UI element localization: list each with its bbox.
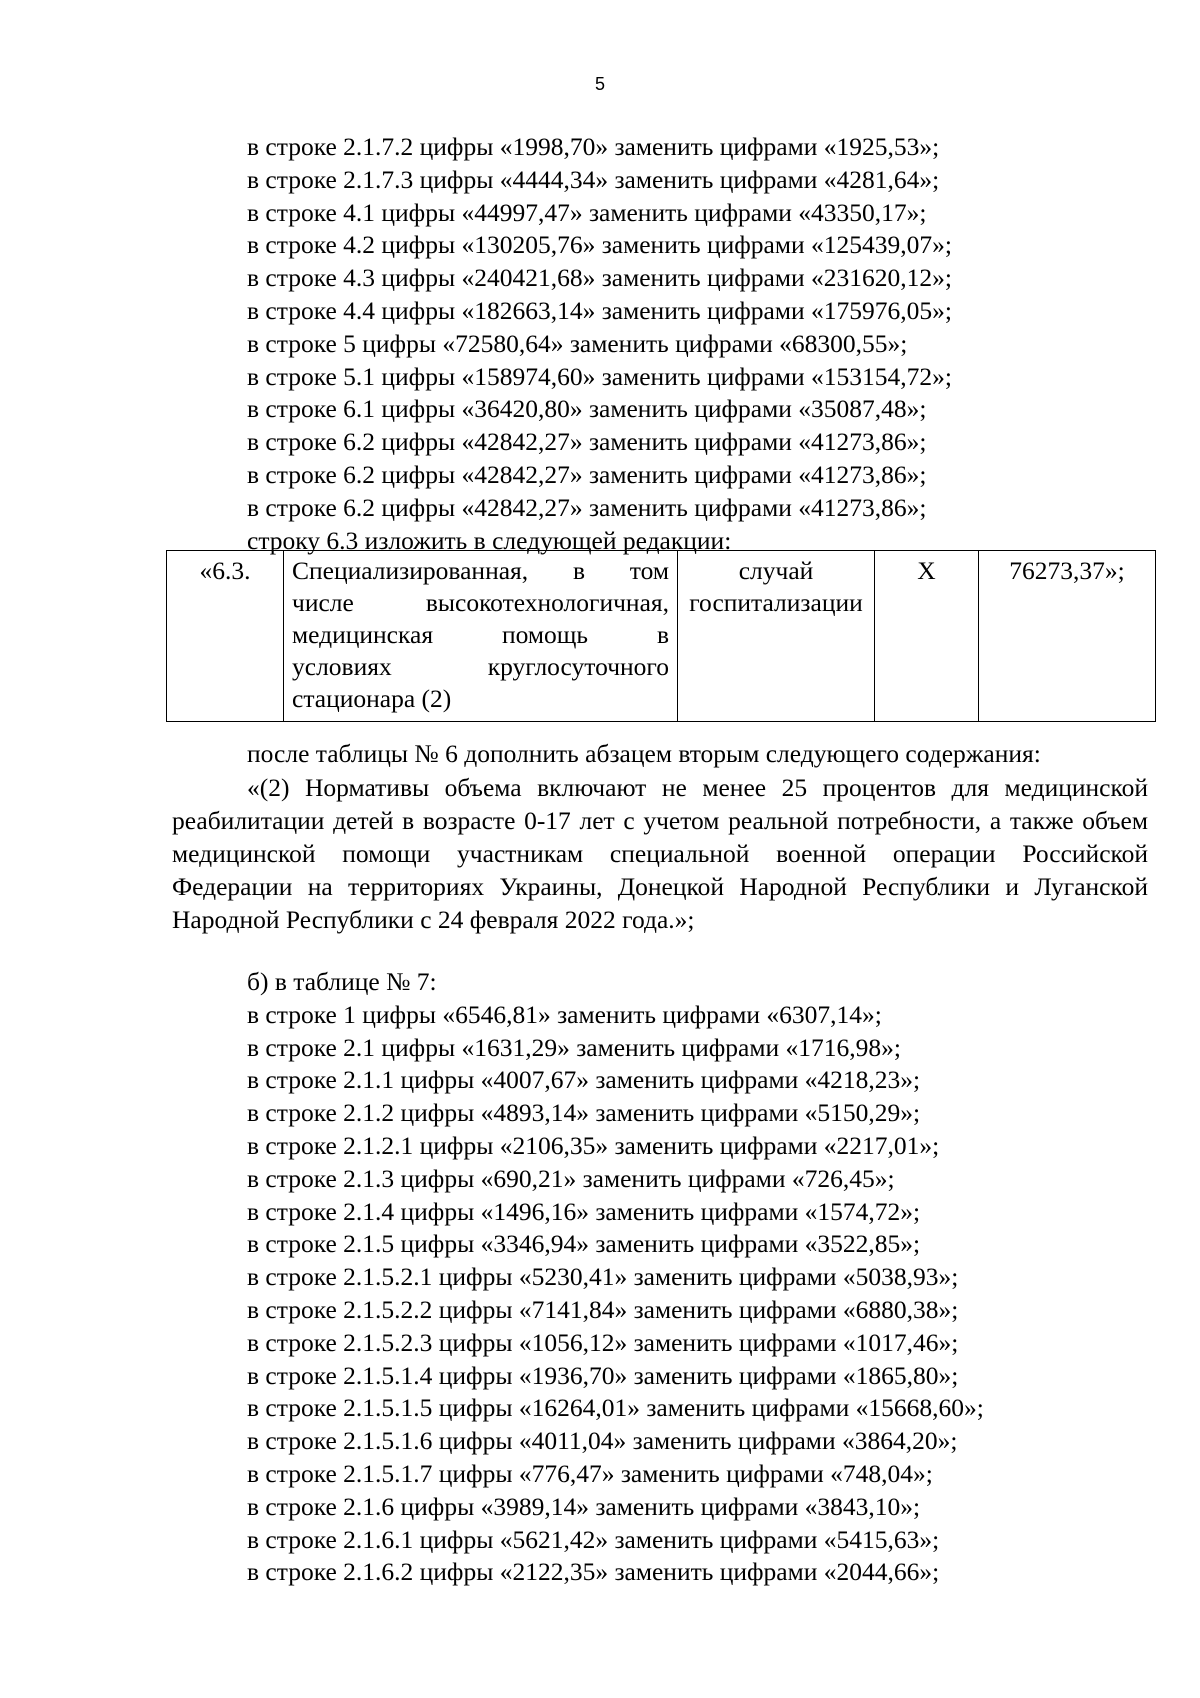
amendment-line: в строке 2.1.5.1.7 цифры «776,47» заменить цифрами «748,04»;: [247, 1458, 933, 1488]
word: стационара (2): [292, 684, 452, 713]
after-table-instruction: после таблицы № 6 дополнить абзацем вторым следующего содержания:: [247, 739, 1041, 768]
amendment-line: в строке 2.1.5.2.3 цифры «1056,12» заменить цифрами «1017,46»;: [247, 1327, 959, 1357]
amendment-line: в строке 2.1.5.2.1 цифры «5230,41» заменить цифрами «5038,93»;: [247, 1262, 959, 1292]
amendment-line: в строке 2.1.7.2 цифры «1998,70» заменить цифрами «1925,53»;: [247, 132, 940, 161]
amendment-line: в строке 2.1.6.1 цифры «5621,42» заменить цифрами «5415,63»;: [247, 1524, 940, 1554]
word: в: [572, 556, 585, 585]
unit-cell: [678, 551, 875, 722]
name-line: [292, 683, 669, 715]
amendment-line: в строке 2.1.5.1.4 цифры «1936,70» заменить цифрами «1865,80»;: [247, 1360, 959, 1390]
amendment-line: в строке 6.2 цифры «42842,27» заменить цифрами «41273,86»;: [247, 492, 927, 522]
amendment-line: в строке 6.2 цифры «42842,27» заменить цифрами «41273,86»;: [247, 459, 927, 489]
amendment-line: в строке 4.4 цифры «182663,14» заменить цифрами «175976,05»;: [247, 295, 952, 325]
table6-amendments: [247, 131, 1147, 557]
amendment-line: в строке 2.1.6.2 цифры «2122,35» заменить цифрами «2044,66»;: [247, 1557, 940, 1587]
name-line: [292, 619, 669, 651]
amendment-line: в строке 2.1.3 цифры «690,21» заменить цифрами «726,45»;: [247, 1163, 895, 1193]
amendment-line: в строке 2.1.1 цифры «4007,67» заменить цифрами «4218,23»;: [247, 1065, 921, 1095]
amendment-line: в строке 2.1.5 цифры «3346,94» заменить цифрами «3522,85»;: [247, 1229, 921, 1259]
unit-line: госпитализации: [689, 588, 863, 617]
amendment-line: в строке 2.1.5.2.2 цифры «7141,84» заменить цифрами «6880,38»;: [247, 1294, 959, 1324]
amendment-line: в строке 2.1.7.3 цифры «4444,34» заменить цифрами «4281,64»;: [247, 164, 940, 194]
amendment-line: в строке 4.2 цифры «130205,76» заменить цифрами «125439,07»;: [247, 230, 952, 260]
word: медицинская: [292, 620, 434, 649]
table-row: [167, 551, 1156, 722]
amendment-line: в строке 6.1 цифры «36420,80» заменить цифрами «35087,48»;: [247, 394, 927, 424]
amendment-line: в строке 1 цифры «6546,81» заменить цифрами «6307,14»;: [247, 999, 882, 1029]
row-number-cell: «6.3.: [167, 551, 284, 722]
name-line: [292, 555, 669, 587]
mark-cell: X: [875, 551, 979, 722]
name-line: [292, 587, 669, 619]
amendment-line: в строке 5.1 цифры «158974,60» заменить цифрами «153154,72»;: [247, 361, 952, 391]
amendment-line: в строке 2.1.5.1.5 цифры «16264,01» заменить цифрами «15668,60»;: [247, 1393, 984, 1423]
table7-amendments: [247, 966, 1147, 1589]
word: помощь: [501, 620, 589, 649]
amendment-line: в строке 5 цифры «72580,64» заменить цифрами «68300,55»;: [247, 328, 908, 358]
service-name-cell: [284, 551, 678, 722]
amendment-line: в строке 2.1.2 цифры «4893,14» заменить цифрами «5150,29»;: [247, 1098, 921, 1128]
word: высокотехнологичная,: [425, 588, 669, 617]
value-cell: 76273,37»;: [979, 551, 1156, 722]
amendment-intro-line: строку 6.3 изложить в следующей редакции:: [247, 525, 732, 555]
word: том: [629, 556, 669, 585]
word: Специализированная,: [292, 556, 529, 585]
word: в: [656, 620, 669, 649]
section-heading: б) в таблице № 7:: [247, 967, 437, 996]
page-number: 5: [594, 74, 605, 94]
name-line: [292, 651, 669, 683]
quoted-paragraph: «(2) Нормативы объема включают не менее 25 процентов для медицинской реабилитации детей в возрасте 0-17 лет с учетом реальной потребности, а также объем медицинской помощи участникам специальной военной операции Российской Федерации на территориях Украины, Донецкой Народной Республики и Луганской Народной Республики с 24 февраля 2022 года.»;: [172, 773, 1148, 934]
amendment-line: в строке 2.1.6 цифры «3989,14» заменить цифрами «3843,10»;: [247, 1491, 921, 1521]
word: условиях: [292, 652, 392, 681]
amendment-line: в строке 2.1.2.1 цифры «2106,35» заменить цифрами «2217,01»;: [247, 1130, 940, 1160]
amendment-line: в строке 6.2 цифры «42842,27» заменить цифрами «41273,86»;: [247, 427, 927, 457]
word: числе: [292, 588, 354, 617]
amendment-line: в строке 4.3 цифры «240421,68» заменить цифрами «231620,12»;: [247, 263, 952, 293]
unit-line: случай: [738, 556, 814, 585]
amendment-line: в строке 2.1.4 цифры «1496,16» заменить цифрами «1574,72»;: [247, 1196, 921, 1226]
word: круглосуточного: [487, 652, 669, 681]
amendment-line: в строке 2.1.5.1.6 цифры «4011,04» заменить цифрами «3864,20»;: [247, 1426, 958, 1456]
amendment-line: в строке 2.1 цифры «1631,29» заменить цифрами «1716,98»;: [247, 1032, 901, 1062]
amendment-table: [166, 550, 1156, 722]
amendment-line: в строке 4.1 цифры «44997,47» заменить цифрами «43350,17»;: [247, 197, 927, 227]
